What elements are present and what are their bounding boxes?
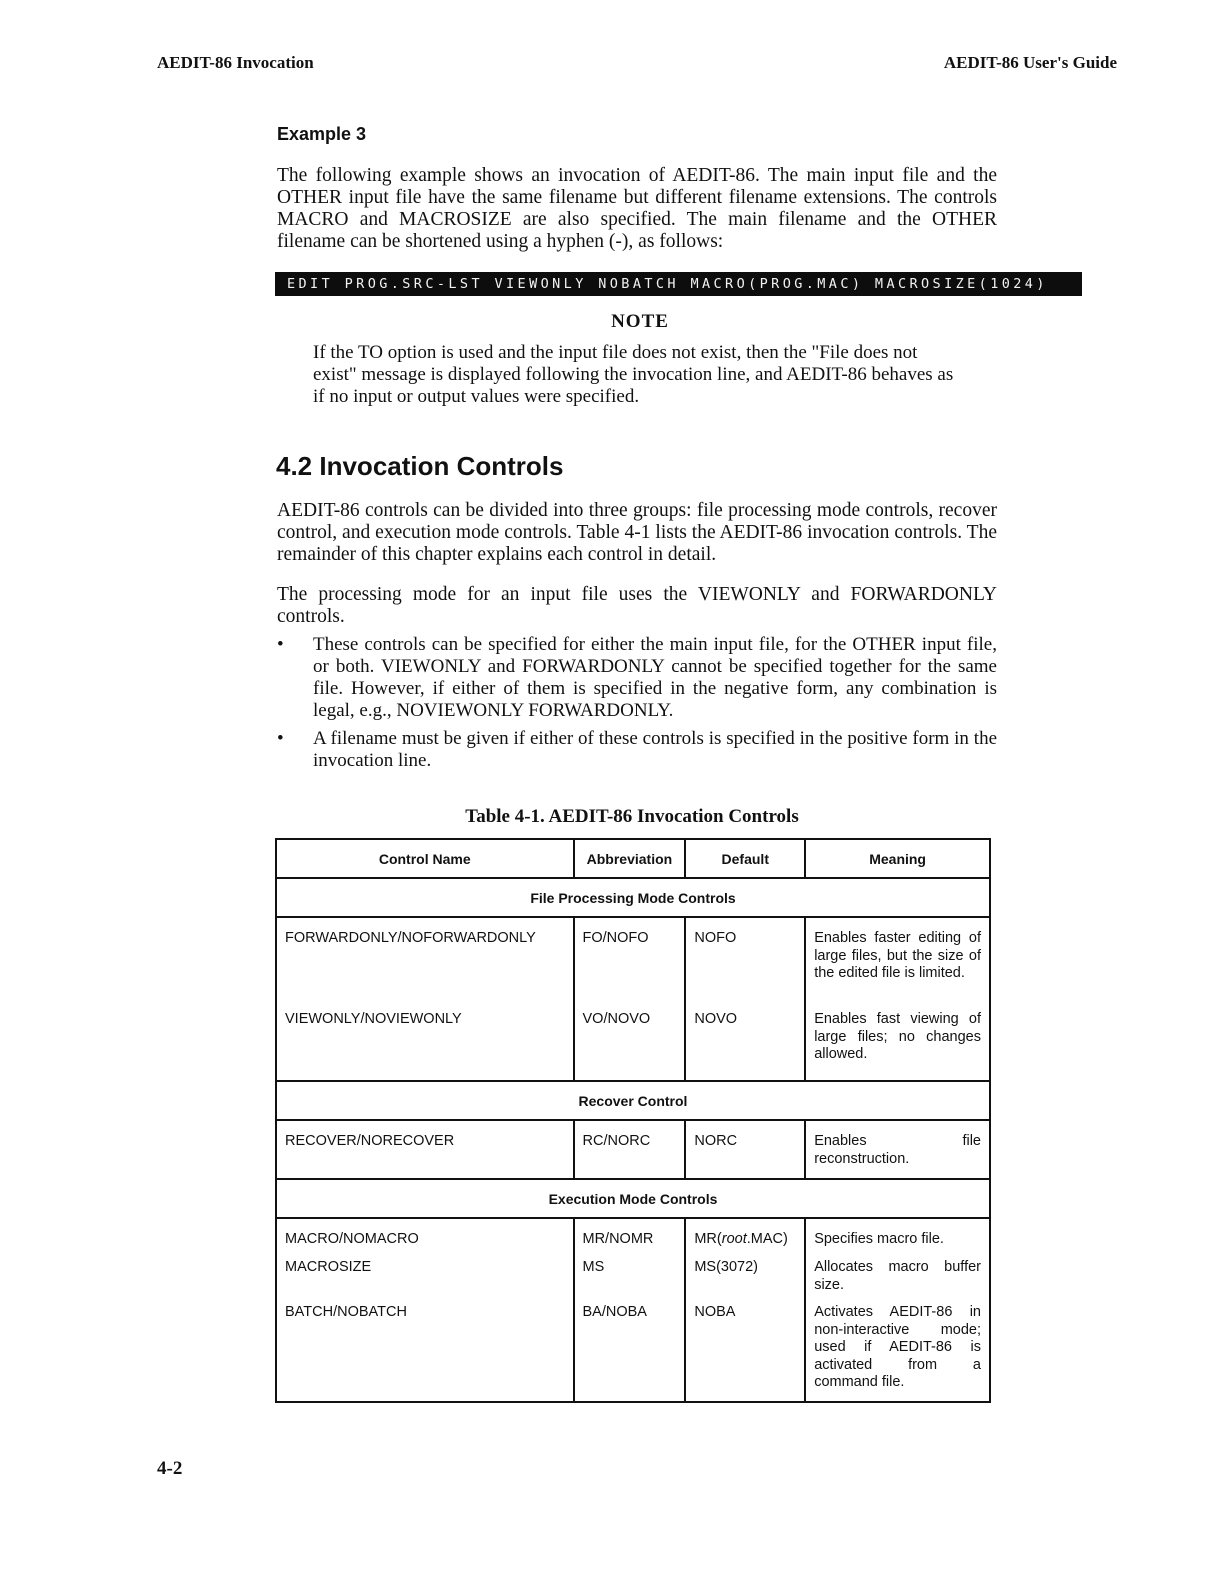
controls-table [275,838,991,1403]
note-body: If the TO option is used and the input file does not exist, then the "File does not exist" message is displayed following the invocation line, and AEDIT-86 behaves as if no input or output values were specified. [313,342,954,407]
column-header-abbreviation: Abbreviation [574,839,686,878]
bullet-text: A filename must be given if either of these controls is specified in the positive form in the invocation line. [313,728,997,771]
control-name: FORWARDONLY/NOFORWARDONLY [285,930,536,946]
table-group-row [276,878,990,917]
abbreviation: FO/NOFO [582,930,649,946]
meaning-text: Enables faster editing of large files, but the size of the edited file is limited. [814,930,981,981]
default-value: NOVO [694,1011,738,1027]
default-cell [685,917,805,1081]
abbreviation: VO/NOVO [582,1011,651,1027]
example-intro-paragraph: The following example shows an invocation of AEDIT-86. The main input file and the OTHER input file have the same filename but different filename extensions. The controls MACRO and MACROSIZE are also specified. The main filename and the OTHER filename can be shortened using a hyphen (-), as follows: [277,165,997,252]
abbreviation-cell [574,917,686,1081]
control-name: MACRO/NOMACRO [285,1231,419,1247]
control-name: BATCH/NOBATCH [285,1304,407,1320]
control-name-cell [276,1218,574,1402]
table-group-row [276,1081,990,1120]
table-group-row [276,1179,990,1218]
meaning-text: Activates AEDIT-86 in non-interactive mode; used if AEDIT-86 is activated from a command file. [814,1304,981,1390]
meaning-text: Specifies macro file. [814,1231,944,1247]
column-header-control-name: Control Name [276,839,574,878]
default-cell [685,1218,805,1402]
bullet-text: These controls can be specified for either the main input file, for the OTHER input file, or both. VIEWONLY and FORWARDONLY cannot be specified together for the same file. However, if either of them is specified in the negative form, any combination is legal, e.g., NOVIEWONLY FORWARDONLY. [313,634,997,721]
abbreviation: BA/NOBA [582,1304,647,1320]
running-header-left: AEDIT-86 Invocation [157,53,314,72]
abbreviation: MR/NOMR [582,1231,654,1247]
group-title-file-processing: File Processing Mode Controls [276,878,990,917]
table-row [276,1218,990,1402]
control-name: VIEWONLY/NOVIEWONLY [285,1011,462,1027]
group-title-execution: Execution Mode Controls [276,1179,990,1218]
note-title: NOTE [611,311,669,332]
table-caption: Table 4-1. AEDIT-86 Invocation Controls [465,806,799,827]
default-cell: NORC [685,1120,805,1179]
meaning-text: Allocates macro buffer size. [814,1259,981,1293]
running-header-right: AEDIT-86 User's Guide [943,53,1117,72]
abbreviation-cell [574,1218,686,1402]
table-header-row [276,839,990,878]
meaning-cell [805,1120,990,1179]
control-name: MACROSIZE [285,1259,372,1275]
abbreviation: MS [582,1259,605,1275]
default-value [694,1231,796,1259]
invocation-command-line: EDIT PROG.SRC-LST VIEWONLY NOBATCH MACRO(PROG.MAC) MACROSIZE(1024) [275,272,1082,296]
column-header-default: Default [685,839,805,878]
page-number: 4-2 [157,1458,183,1479]
control-name-cell: RECOVER/NORECOVER [276,1120,574,1179]
control-name-cell [276,917,574,1081]
column-header-meaning: Meaning [805,839,990,878]
section-paragraph-1: AEDIT-86 controls can be divided into three groups: file processing mode controls, recover control, and execution mode controls. Table 4-1 lists the AEDIT-86 invocation controls. The remainder of this chapter explains each control in detail. [277,500,997,565]
default-suffix: .MAC) [746,1231,788,1247]
bullet-item [277,728,997,772]
table-row [276,1120,990,1179]
meaning-cell [805,1218,990,1402]
default-value: NOBA [694,1304,736,1320]
abbreviation-cell: RC/NORC [574,1120,686,1179]
meaning-cell [805,917,990,1081]
default-prefix: MR( [694,1231,722,1247]
group-title-recover: Recover Control [276,1081,990,1120]
bullet-dot: • [277,634,284,655]
section-paragraph-2: The processing mode for an input file uses the VIEWONLY and FORWARDONLY controls. [277,584,997,627]
example-heading: Example 3 [277,124,367,144]
meaning-text: Enables fast viewing of large files; no changes allowed. [814,1011,981,1062]
meaning-text: Enables file reconstruction. [814,1133,981,1167]
section-heading: 4.2 Invocation Controls [276,451,564,481]
bullet-item [277,634,997,722]
default-italic: root [721,1231,747,1247]
table-row [276,917,990,1081]
default-value: NOFO [694,930,737,946]
bullet-dot: • [277,728,284,749]
default-value: MS(3072) [694,1259,759,1275]
